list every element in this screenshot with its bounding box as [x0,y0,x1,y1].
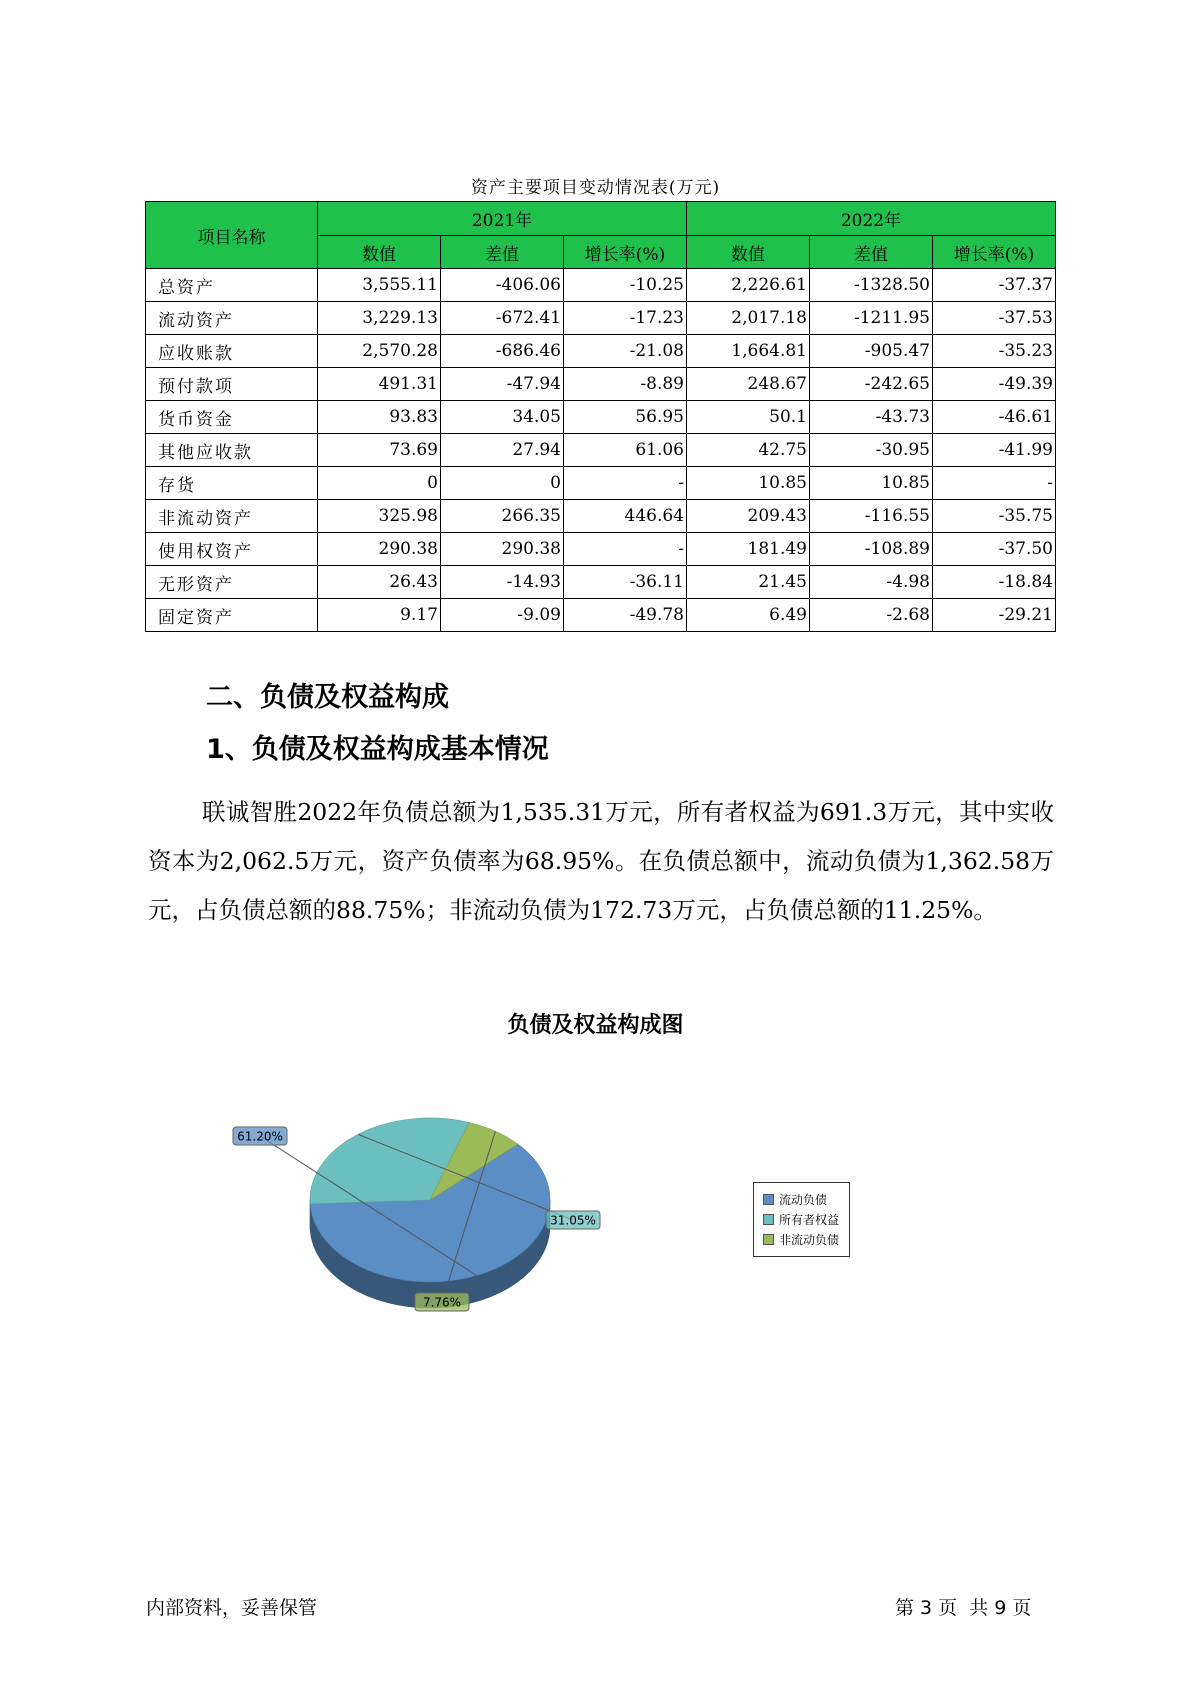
table-cell: 93.83 [318,401,441,434]
table-row [146,467,1056,500]
table-cell: 21.45 [687,566,810,599]
row-name: 流动资产 [146,302,318,335]
header-year-2021: 2021年 [318,202,687,236]
table-row [146,368,1056,401]
legend-item [763,1229,849,1249]
table-row [146,335,1056,368]
table-cell: 27.94 [441,434,564,467]
table-cell: -37.53 [933,302,1056,335]
table-cell: -37.50 [933,533,1056,566]
footer-confidential: 内部资料，妥善保管 [146,1597,318,1619]
subsection-heading: 1、负债及权益构成基本情况 [206,734,549,765]
row-name: 预付款项 [146,368,318,401]
table-cell: 9.17 [318,599,441,632]
table-cell: -29.21 [933,599,1056,632]
table-cell: -35.23 [933,335,1056,368]
table-cell: 3,555.11 [318,269,441,302]
legend-label: 非流动负债 [779,1232,840,1247]
legend-item [763,1189,849,1209]
table-cell: 34.05 [441,401,564,434]
table-cell: -37.37 [933,269,1056,302]
table-cell: -9.09 [441,599,564,632]
table-cell: -1211.95 [810,302,933,335]
table-cell: 2,017.18 [687,302,810,335]
body-paragraph: 联诚智胜2022年负债总额为1,535.31万元，所有者权益为691.3万元，其中实收资本为2,062.5万元，资产负债率为68.95%。在负债总额中，流动负债为1,362.58万元，占负债总额的88.75%；非流动负债为172.73万元，占负债总额的11.25%。 [148,798,1054,924]
row-name: 其他应收款 [146,434,318,467]
table-cell: -14.93 [441,566,564,599]
table-cell: 42.75 [687,434,810,467]
legend-label: 流动负债 [779,1192,828,1207]
table-cell: -35.75 [933,500,1056,533]
row-name: 使用权资产 [146,533,318,566]
table-cell: - [564,533,687,566]
table-cell: -10.25 [564,269,687,302]
header-year-2022: 2022年 [687,202,1056,236]
liability-equity-pie-chart [220,1080,640,1330]
table-cell: 3,229.13 [318,302,441,335]
chart-legend [753,1182,850,1257]
row-name: 非流动资产 [146,500,318,533]
asset-change-table [145,201,1056,632]
table-cell: 0 [318,467,441,500]
table-cell: 1,664.81 [687,335,810,368]
table-cell: -43.73 [810,401,933,434]
table-row [146,500,1056,533]
legend-swatch-current-liabilities [763,1194,774,1205]
table-cell: 61.06 [564,434,687,467]
table-cell: - [564,467,687,500]
table-cell: -36.11 [564,566,687,599]
table-cell: -686.46 [441,335,564,368]
table-cell: 26.43 [318,566,441,599]
table-cell: 181.49 [687,533,810,566]
table-cell: 446.64 [564,500,687,533]
table-cell: 10.85 [810,467,933,500]
legend-item [763,1209,849,1229]
table-cell: -406.06 [441,269,564,302]
header-value: 数值 [318,236,441,269]
row-name: 存货 [146,467,318,500]
table-cell: -47.94 [441,368,564,401]
table-row [146,434,1056,467]
section-heading: 二、负债及权益构成 [206,682,449,713]
table-cell: 290.38 [318,533,441,566]
table-row [146,401,1056,434]
table-cell: -242.65 [810,368,933,401]
table-cell: -18.84 [933,566,1056,599]
table-cell: -49.78 [564,599,687,632]
table-cell: -905.47 [810,335,933,368]
table-cell: -46.61 [933,401,1056,434]
pie-data-label: 7.76% [422,1295,462,1310]
legend-swatch-owner-equity [763,1214,774,1225]
table-cell: 248.67 [687,368,810,401]
pie-data-label: 61.20% [237,1129,283,1144]
row-name: 总资产 [146,269,318,302]
table-row [146,566,1056,599]
table-cell: 491.31 [318,368,441,401]
pie-data-label: 31.05% [550,1213,596,1228]
table-cell: -17.23 [564,302,687,335]
table-cell: 0 [441,467,564,500]
table-cell: -108.89 [810,533,933,566]
table-cell: 56.95 [564,401,687,434]
row-name: 固定资产 [146,599,318,632]
table-cell: -30.95 [810,434,933,467]
table-row [146,599,1056,632]
table-cell: 50.1 [687,401,810,434]
table-cell: 209.43 [687,500,810,533]
table-cell: -21.08 [564,335,687,368]
table-cell: - [933,467,1056,500]
legend-swatch-noncurrent-liabilities [763,1234,774,1245]
table-row [146,533,1056,566]
table-cell: -116.55 [810,500,933,533]
header-value: 数值 [687,236,810,269]
row-name: 无形资产 [146,566,318,599]
header-item-name: 项目名称 [146,202,318,269]
row-name: 应收账款 [146,335,318,368]
row-name: 货币资金 [146,401,318,434]
chart-title: 负债及权益构成图 [507,1013,684,1038]
header-diff: 差值 [441,236,564,269]
table-row [146,269,1056,302]
header-diff: 差值 [810,236,933,269]
footer-page-number: 第 3 页 共 9 页 [895,1597,1032,1619]
table-cell: 266.35 [441,500,564,533]
table-cell: -41.99 [933,434,1056,467]
table-cell: 73.69 [318,434,441,467]
table-cell: 325.98 [318,500,441,533]
table-cell: -8.89 [564,368,687,401]
header-growth: 增长率(%) [933,236,1056,269]
table-cell: 2,226.61 [687,269,810,302]
table-cell: -2.68 [810,599,933,632]
table-cell: -672.41 [441,302,564,335]
table-caption: 资产主要项目变动情况表(万元) [470,178,721,198]
table-cell: -1328.50 [810,269,933,302]
legend-label: 所有者权益 [779,1212,840,1227]
header-growth: 增长率(%) [564,236,687,269]
table-cell: 290.38 [441,533,564,566]
table-cell: -4.98 [810,566,933,599]
table-cell: 6.49 [687,599,810,632]
table-cell: 2,570.28 [318,335,441,368]
table-cell: 10.85 [687,467,810,500]
table-cell: -49.39 [933,368,1056,401]
table-row [146,302,1056,335]
